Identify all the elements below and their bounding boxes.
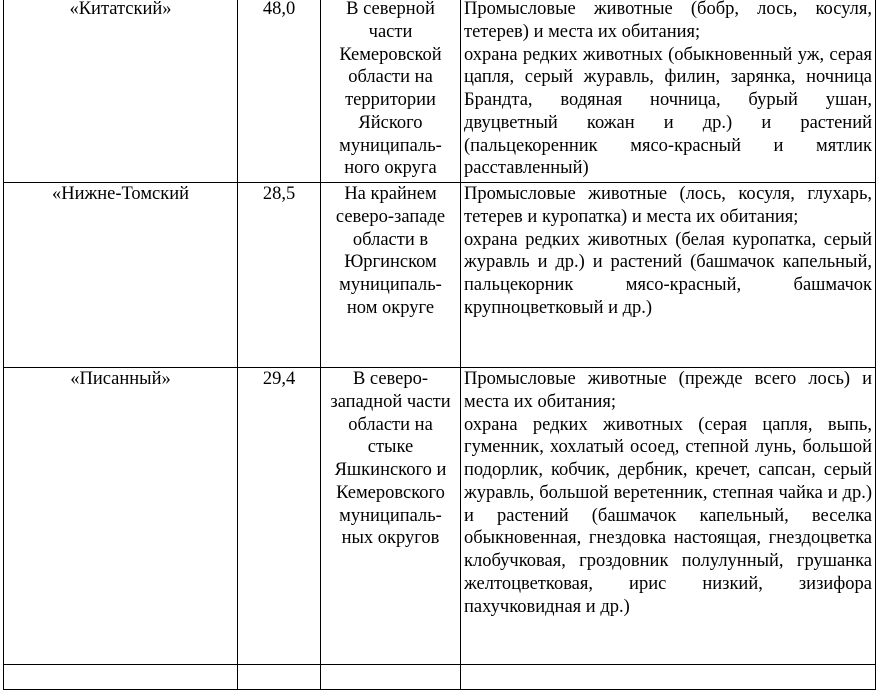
- reserve-name: «Нижне-Томский: [51, 184, 190, 204]
- empty-cell: [4, 665, 238, 690]
- reserve-area-cell: [238, 0, 321, 183]
- reserve-description-cell: [461, 368, 876, 665]
- reserve-area: 48,0: [262, 0, 296, 19]
- reserves-table: [3, 0, 876, 690]
- reserve-protected-species: охрана редких животных (серая цапля, выпь, гуменник, хохлатый осоед, степной лунь, большой подорлик, кобчик, дербник, кречет, сапсан, серый журавль, большой веретенник, степная чайка и др.) и растений (башмачок капельный, веселка обыкновенная, гнездовка настоящая, гнездоцветка клобучковая, гроздовник полулунный, грушанка желтоцветковая, ирис низкий, зизифора пахучковидная и др.): [464, 414, 872, 617]
- empty-cell: [461, 665, 876, 690]
- reserve-area: 29,4: [262, 369, 296, 389]
- reserve-name: «Писанный»: [70, 369, 171, 389]
- reserve-description-cell: [461, 183, 876, 368]
- reserve-area-cell: [238, 368, 321, 665]
- reserve-name: «Китатский»: [69, 0, 172, 19]
- reserve-game-animals: Промысловые животные (бобр, лось, косуля, тетерев) и места их обитания;: [464, 0, 872, 42]
- empty-cell: [321, 665, 461, 690]
- reserve-protected-species: охрана редких животных (обыкновенный уж, серая цапля, серый журавль, филин, зарянка, ночница Брандта, водяная ночница, бурый ушан, двуцветный кожан и др.) и растений (пальцекоренник мясо-красный и мятлик расставленный): [464, 44, 872, 179]
- reserve-game-animals: Промысловые животные (прежде всего лось) и места их обитания;: [464, 369, 872, 412]
- table-row: [4, 368, 876, 665]
- reserve-name-cell: [4, 368, 238, 665]
- table-row: [4, 183, 876, 368]
- reserve-area-cell: [238, 183, 321, 368]
- table-row: [4, 0, 876, 183]
- reserve-location-cell: [321, 368, 461, 665]
- reserve-location-cell: [321, 183, 461, 368]
- reserve-location: В северной части Кемеровской области на территории Яйского муниципаль-ного округа: [339, 0, 442, 179]
- table-row-cut-off: [4, 665, 876, 690]
- reserve-location-cell: [321, 0, 461, 183]
- reserve-name-cell: [4, 183, 238, 368]
- empty-cell: [238, 665, 321, 690]
- reserve-name-cell: [4, 0, 238, 183]
- reserve-area: 28,5: [262, 184, 296, 204]
- reserve-location: В северо-западной части области на стыке Яшкинского и Кемеровского муниципаль-ных округов: [330, 369, 451, 549]
- reserve-game-animals: Промысловые животные (лось, косуля, глухарь, тетерев и куропатка) и места их обитания;: [464, 184, 872, 227]
- reserve-location: На крайнем северо-западе области в Юргинском муниципаль-ном округе: [335, 184, 446, 318]
- reserve-protected-species: охрана редких животных (белая куропатка, серый журавль и др.) и растений (башмачок капельный, пальцекорник мясо-красный, башмачок крупноцветковый и др.): [464, 229, 872, 318]
- reserve-description-cell: [461, 0, 876, 183]
